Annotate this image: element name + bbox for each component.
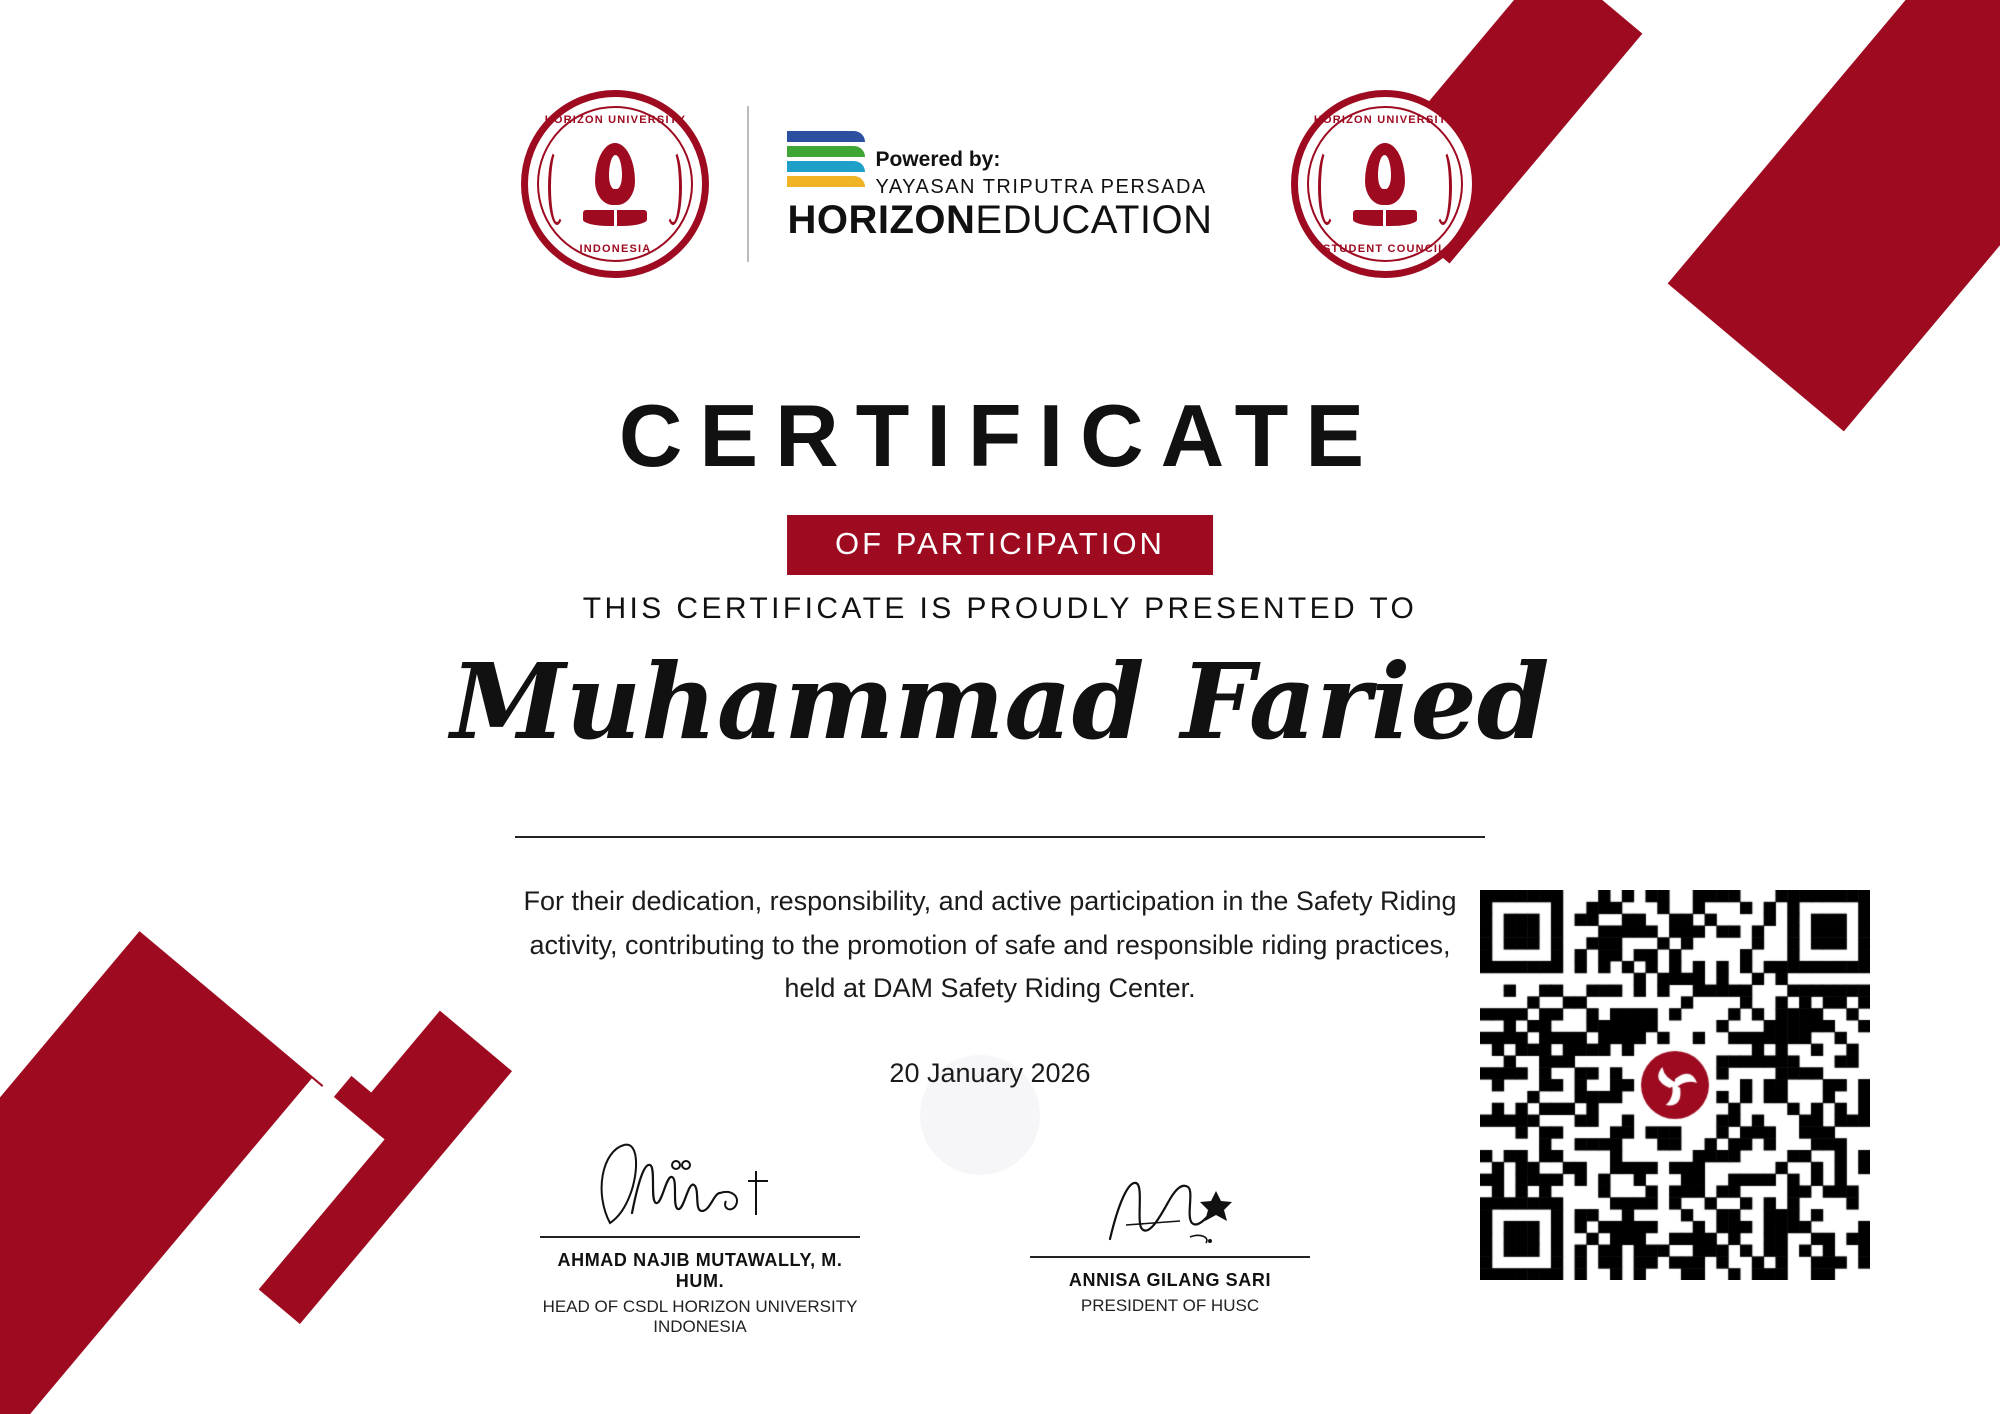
council-wreath-right-icon <box>1434 149 1452 225</box>
certificate-header <box>0 90 2000 278</box>
university-seal-bottom-text: INDONESIA <box>579 243 652 255</box>
university-seal-emblem <box>554 123 676 245</box>
signature-block-2 <box>1030 1150 1310 1316</box>
council-flame-icon <box>1365 143 1405 205</box>
university-seal-top-text: HORIZON UNIVERSITY <box>544 114 687 126</box>
wreath-right-icon <box>664 149 682 225</box>
certificate-body-text: For their dedication, responsibility, and active participation in the Safety Riding activity, contributing to the promotion of safe and responsible riding practices, held at DAM Safety Riding Center. <box>523 886 1457 1004</box>
council-seal-top-text: HORIZON UNIVERSITY <box>1313 114 1456 126</box>
recipient-name: Muhammad Faried <box>450 640 1550 763</box>
certificate-title: CERTIFICATE <box>618 386 1382 485</box>
certificate-subtitle-badge: OF PARTICIPATION <box>787 515 1213 575</box>
brand-bold-text: HORIZON <box>787 198 976 242</box>
powered-by-label: Powered by: <box>875 148 1001 171</box>
certificate-date: 20 January 2026 <box>889 1058 1091 1088</box>
signature-block-1 <box>540 1130 860 1337</box>
powered-by-block <box>787 127 1212 241</box>
signatory-role-1: HEAD OF CSDL HORIZON UNIVERSITY INDONESIA <box>542 1297 858 1336</box>
signatory-name-2: ANNISA GILANG SARI <box>1068 1270 1272 1290</box>
council-wreath-left-icon <box>1318 149 1336 225</box>
horizon-education-wordmark <box>787 199 1212 241</box>
signature-rule-1 <box>540 1236 860 1238</box>
qr-code-canvas <box>1480 890 1870 1280</box>
recipient-name-rule <box>515 836 1485 838</box>
qr-code[interactable] <box>1480 890 1870 1280</box>
flame-icon <box>595 143 635 205</box>
wreath-left-icon <box>548 149 566 225</box>
handwritten-signature-1 <box>580 1135 820 1230</box>
powered-by-top-row <box>787 127 1206 199</box>
council-book-icon <box>1353 210 1417 226</box>
foundation-name: YAYASAN TRIPUTRA PERSADA <box>875 176 1207 198</box>
council-seal-emblem <box>1324 123 1446 245</box>
brand-light-text: EDUCATION <box>975 198 1213 242</box>
signatory-name-1: AHMAD NAJIB MUTAWALLY, M. HUM. <box>557 1250 843 1291</box>
header-spacer <box>1251 106 1253 262</box>
signature-mark-1-icon <box>540 1130 860 1230</box>
handwritten-signature-2 <box>1070 1165 1270 1250</box>
signature-rule-2 <box>1030 1256 1310 1258</box>
signatory-role-2: PRESIDENT OF HUSC <box>1080 1296 1260 1315</box>
book-icon <box>583 210 647 226</box>
header-divider <box>747 106 749 262</box>
council-seal-bottom-text: STUDENT COUNCIL <box>1322 243 1447 255</box>
presented-to-line: THIS CERTIFICATE IS PROUDLY PRESENTED TO <box>582 592 1418 625</box>
student-council-seal-icon <box>1291 90 1479 278</box>
signature-mark-2-icon <box>1030 1150 1310 1250</box>
horizon-university-seal-icon <box>521 90 709 278</box>
horizon-education-swoosh-icon <box>787 127 865 199</box>
